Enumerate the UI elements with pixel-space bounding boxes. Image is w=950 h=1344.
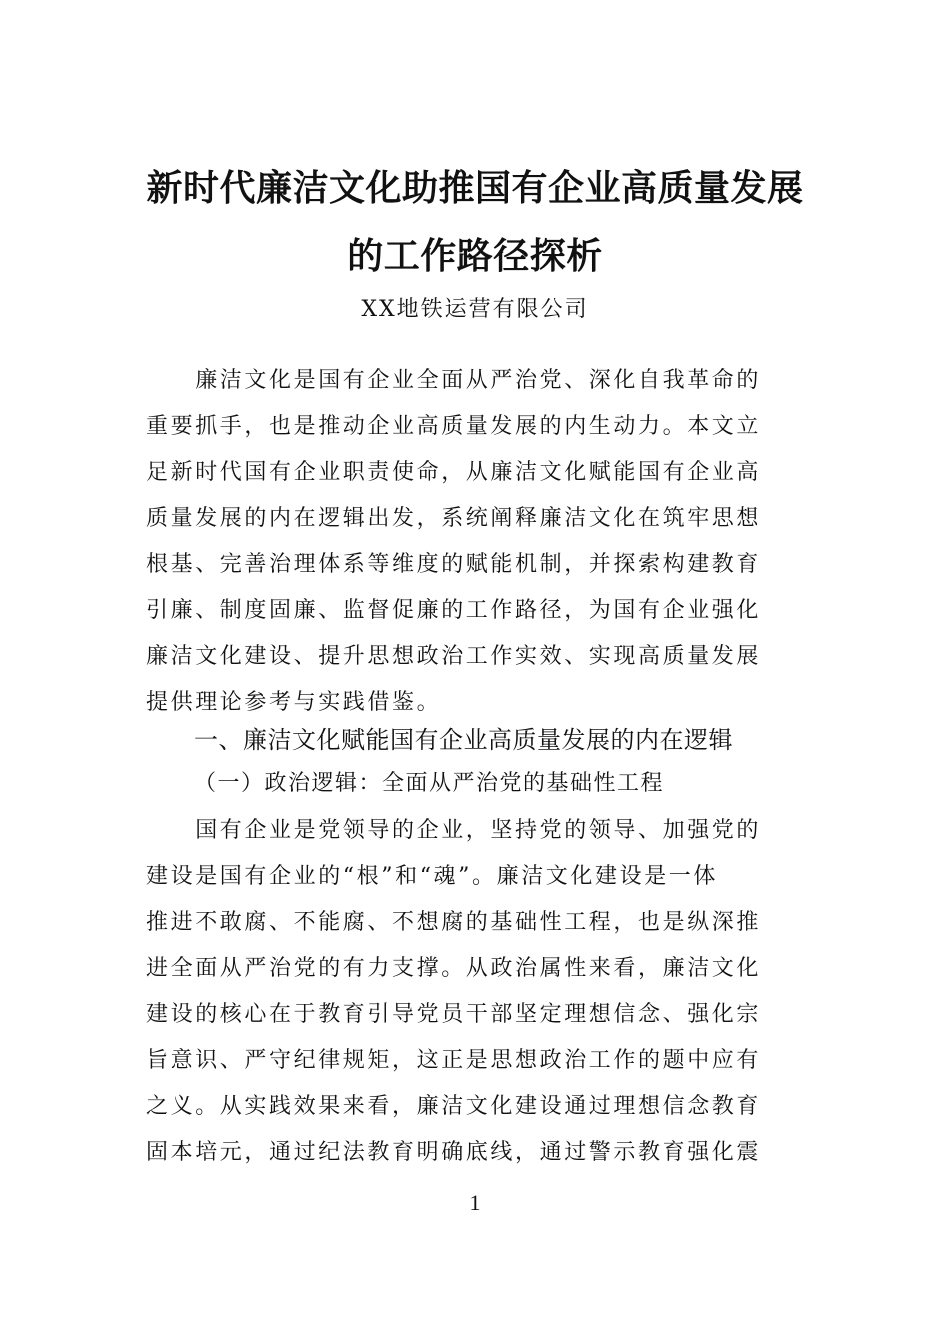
body-line: 建设是国有企业的“根”和“魂”。廉洁文化建设是一体 (146, 864, 718, 889)
abstract-line: 质量发展的内在逻辑出发，系统阐释廉洁文化在筑牢思想 (146, 506, 762, 531)
document-title-line-1: 新时代廉洁文化助推国有企业高质量发展 (146, 168, 804, 209)
body-line: 之义。从实践效果来看，廉洁文化建设通过理想信念教育 (146, 1094, 762, 1119)
body-line: 建设的核心在于教育引导党员干部坚定理想信念、强化宗 (146, 1002, 762, 1027)
body-line: 固本培元，通过纪法教育明确底线，通过警示教育强化震 (146, 1140, 762, 1165)
abstract-line: 引廉、制度固廉、监督促廉的工作路径，为国有企业强化 (146, 598, 762, 623)
abstract-line: 提供理论参考与实践借鉴。 (146, 690, 442, 715)
subsection-heading: （一）政治逻辑：全面从严治党的基础性工程 (194, 771, 665, 796)
body-line: 进全面从严治党的有力支撑。从政治属性来看，廉洁文化 (146, 956, 762, 981)
abstract-line: 廉洁文化建设、提升思想政治工作实效、实现高质量发展 (146, 644, 762, 669)
body-line: 国有企业是党领导的企业，坚持党的领导、加强党的 (146, 818, 762, 843)
document-title-line-2: 的工作路径探析 (347, 236, 603, 277)
body-paragraph (146, 808, 784, 1176)
body-line: 旨意识、严守纪律规矩，这正是思想政治工作的题中应有 (146, 1048, 762, 1073)
abstract-line: 廉洁文化是国有企业全面从严治党、深化自我革命的 (146, 368, 762, 393)
body-line: 推进不敢腐、不能腐、不想腐的基础性工程，也是纵深推 (146, 910, 762, 935)
page-number: 1 (469, 1190, 481, 1215)
abstract-line: 根基、完善治理体系等维度的赋能机制，并探索构建教育 (146, 552, 762, 577)
section-heading: 一、廉洁文化赋能国有企业高质量发展的内在逻辑 (194, 726, 733, 754)
abstract-line: 足新时代国有企业职责使命，从廉洁文化赋能国有企业高 (146, 460, 762, 485)
abstract-paragraph (146, 358, 784, 726)
organization-name: XX地铁运营有限公司 (361, 297, 589, 322)
abstract-line: 重要抓手，也是推动企业高质量发展的内生动力。本文立 (146, 414, 762, 439)
